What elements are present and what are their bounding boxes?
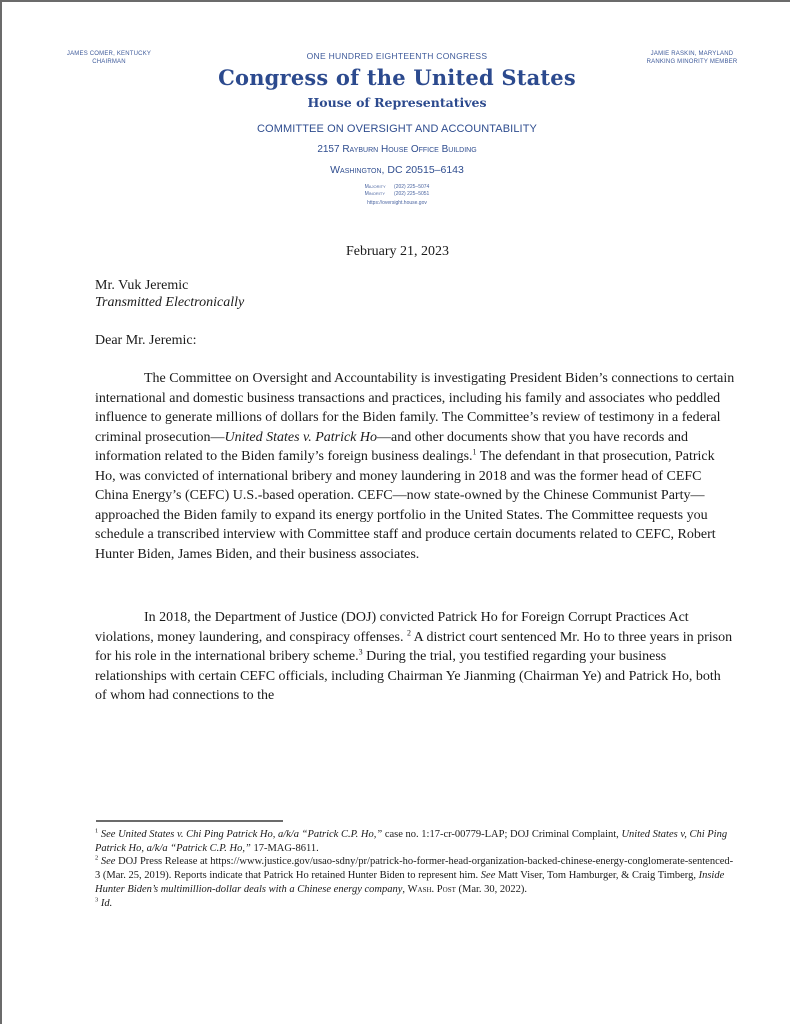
article-title: Inside Hunter Biden’s multimillion-dollar deals with a Chinese energy company <box>95 870 725 895</box>
footnote-text: Id. <box>100 897 113 909</box>
body-paragraph-2 <box>95 608 735 706</box>
paragraph-text: During the trial, you testified regarding your business relationships with certain CEFC officials, including Chairman Ye Jianming (Chairman Ye) and Patrick Ho, both of whom had connections to the <box>95 649 721 703</box>
footnote-text: DOJ Press Release at https://www.justice.gov/usao-sdny/pr/patrick-ho-former-head-organization-backed-chinese-energy-conglomerate-sentenced-3 (Mar. 25, 2019). Reports indicate that Patrick Ho retained Hunter Biden to represent him. <box>95 856 734 882</box>
footnote-text: (Mar. 30, 2022). <box>455 883 528 895</box>
phone-label: Majority <box>364 184 386 190</box>
committee-name: COMMITTEE ON OVERSIGHT AND ACCOUNTABILITY <box>257 123 537 135</box>
chairman-name: JAMES COMER, KENTUCKY <box>66 51 152 57</box>
footnote-ref-2[interactable]: 2 <box>406 627 411 637</box>
paragraph-text: In 2018, the Department of Justice (DOJ) convicted Patrick Ho for Foreign Corrupt Practices Act violations, money laundering, and conspiracy offenses. <box>95 610 689 645</box>
footnote-text: case no. 1:17-cr-00779-LAP; DOJ Criminal Complaint, <box>382 829 622 840</box>
case-name: United States v. Chi Ping Patrick Ho, a/k/a “Patrick C.P. Ho,” <box>118 829 383 840</box>
signal-see: See <box>100 829 116 840</box>
letterhead <box>2 50 790 207</box>
congress-number: ONE HUNDRED EIGHTEENTH CONGRESS <box>306 51 488 61</box>
footnote-number: 3 <box>95 896 99 904</box>
recipient-name: Mr. Vuk Jeremic <box>95 278 189 293</box>
delivery-method: Transmitted Electronically <box>95 295 245 310</box>
committee-city: Washington, DC 20515–6143 <box>330 164 464 176</box>
publication-name: Wash. Post <box>407 883 456 895</box>
recipient-block <box>95 277 244 311</box>
body-paragraph-1 <box>95 369 735 564</box>
phone-number: (202) 225–5074 <box>394 184 430 190</box>
chairman-title: CHAIRMAN <box>92 59 126 65</box>
phone-label: Minority <box>364 190 386 197</box>
salutation: Dear Mr. Jeremic: <box>95 333 197 348</box>
letterhead-title: Congress of the United States <box>218 65 576 90</box>
signal-see: See <box>480 870 496 882</box>
paragraph-text: The Committee on Oversight and Accountability is investigating President Biden’s connections to certain international and domestic business transactions and practices, including his family and associates who peddled influence to generate millions of dollars for the Biden family. The Committee’s review of testimony in a federal criminal prosecution— <box>95 371 735 445</box>
footnote-number: 2 <box>95 854 99 862</box>
footnote-ref-1[interactable]: 1 <box>472 447 477 457</box>
paragraph-text: The defendant in that prosecution, Patrick Ho, was convicted of international bribery and money laundering in 2018 and was the former head of CEFC China Energy’s (CEFC) U.S.-based operation. CEFC—now state-owned by the Chinese Communist Party—approached the Biden family to expand its energy portfolio in the United States. The Committee requests you schedule a transcribed interview with Committee staff and produce certain documents related to CEFC, Robert Hunter Biden, James Biden, and their business associates. <box>95 449 716 562</box>
ranking-member-title: RANKING MINORITY MEMBER <box>646 59 738 65</box>
case-name: United States v, Chi Ping Patrick Ho, a/k/a “Patrick C.P. Ho,” <box>95 829 728 854</box>
footnote-3 <box>95 897 735 911</box>
phone-numbers <box>2 184 790 197</box>
footnotes <box>95 828 735 910</box>
footnote-divider <box>96 820 283 822</box>
footnote-ref-3[interactable]: 3 <box>358 647 363 657</box>
footnote-text: , <box>402 883 408 895</box>
ranking-member-name: JAMIE RASKIN, MARYLAND <box>650 51 734 57</box>
committee-address: 2157 Rayburn House Office Building <box>317 144 477 155</box>
letterhead-house: House of Representatives <box>307 95 487 110</box>
footnote-2 <box>95 855 735 896</box>
footnote-text: 17-MAG-8611. <box>250 842 319 854</box>
phone-number: (202) 225–5051 <box>394 190 430 197</box>
letter-date: February 21, 2023 <box>346 244 450 259</box>
signal-see: See <box>100 856 116 868</box>
paragraph-text: —and other documents show that you have records and information related to the Biden family’s foreign business dealings. <box>95 429 689 464</box>
footnote-text: Matt Viser, Tom Hamburger, & Craig Timberg, <box>495 870 699 882</box>
case-name: United States v. Patrick Ho <box>224 429 378 445</box>
footnote-number: 1 <box>95 827 99 835</box>
website-link[interactable]: https://oversight.house.gov <box>367 200 427 206</box>
paragraph-text: A district court sentenced Mr. Ho to three years in prison for his role in the international bribery scheme. <box>95 629 733 664</box>
phone-minority <box>2 191 790 198</box>
footnote-1 <box>95 828 735 855</box>
